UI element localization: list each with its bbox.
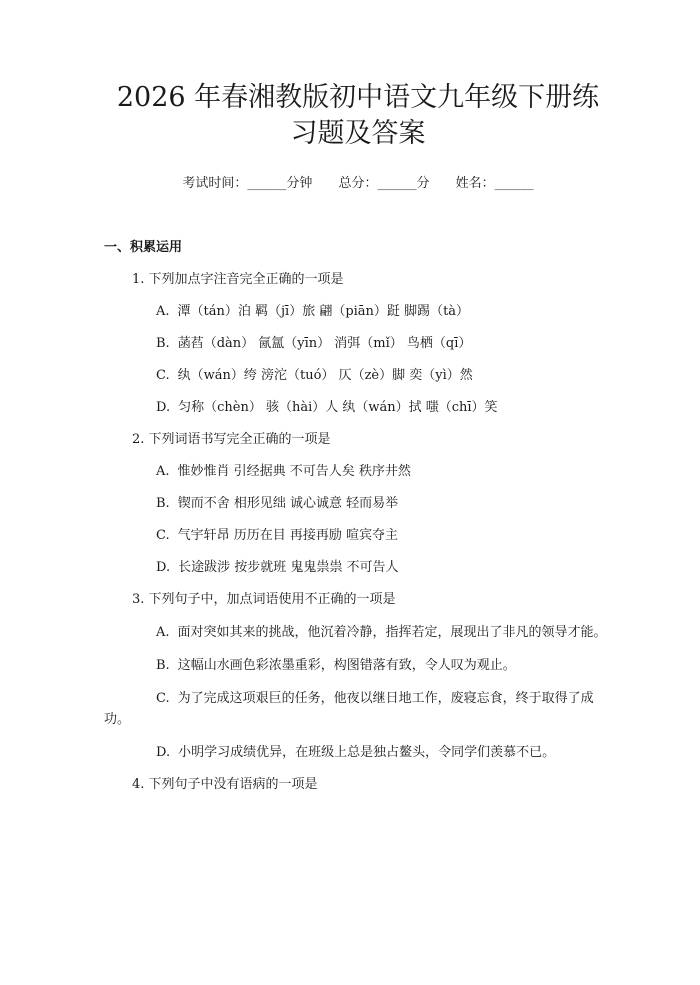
exam-page xyxy=(0,80,700,985)
option-text: 长途跋涉 按步就班 鬼鬼祟祟 不可告人 xyxy=(178,560,399,575)
q1-option-d xyxy=(104,398,612,418)
question-2: 2. 下列词语书写完全正确的一项是 xyxy=(132,432,331,447)
page-title: 2026 年春湘教版初中语文九年级下册练习题及答案 xyxy=(116,82,600,149)
option-text: 潭（tán）泊 羁（jī）旅 翩（piān）跹 脚踢（tà） xyxy=(177,304,470,319)
option-text: 小明学习成绩优异，在班级上总是独占鳌头，令同学们羡慕不已。 xyxy=(178,745,556,760)
student-name: 姓名：______ xyxy=(455,176,534,191)
q1-option-c xyxy=(104,366,612,386)
option-letter: C. xyxy=(156,528,170,543)
question-4: 4. 下列句子中没有语病的一项是 xyxy=(132,777,318,792)
q3-option-b xyxy=(104,655,612,676)
q3-option-c xyxy=(104,688,612,730)
option-letter: A. xyxy=(156,304,170,319)
q2-option-d xyxy=(104,558,612,578)
q3-option-a xyxy=(104,622,612,643)
option-text: 惟妙惟肖 引经据典 不可告人矣 秩序井然 xyxy=(177,464,411,479)
question-3: 3. 下列句子中，加点词语使用不正确的一项是 xyxy=(132,592,396,607)
q3-option-d xyxy=(104,742,612,763)
option-letter: C. xyxy=(156,691,170,706)
option-text: 气宇轩昂 历历在目 再接再励 喧宾夺主 xyxy=(177,528,399,543)
question-1: 1. 下列加点字注音完全正确的一项是 xyxy=(132,272,344,287)
section-title: 一、积累运用 xyxy=(104,240,183,255)
total-score: 总分：______分 xyxy=(338,176,430,191)
option-text: 面对突如其来的挑战，他沉着冷静，指挥若定，展现出了非凡的领导才能。 xyxy=(177,625,607,640)
option-letter: B. xyxy=(156,496,170,511)
option-letter: B. xyxy=(156,658,170,673)
option-letter: D. xyxy=(156,560,171,575)
exam-time: 考试时间：______分钟 xyxy=(182,176,313,191)
q2-option-b xyxy=(104,494,612,514)
option-text: 菡萏（dàn） 氤氲（yīn） 消弭（mǐ） 鸟栖（qī） xyxy=(177,336,472,351)
option-letter: A. xyxy=(156,464,170,479)
option-letter: D. xyxy=(156,400,171,415)
option-text: 匀称（chèn） 骇（hài）人 纨（wán）拭 嗤（chī）笑 xyxy=(178,400,498,415)
option-text: 这幅山水画色彩浓墨重彩，构图错落有致，令人叹为观止。 xyxy=(177,658,516,673)
q1-option-b xyxy=(104,334,612,354)
option-letter: A. xyxy=(156,625,170,640)
option-letter: B. xyxy=(156,336,170,351)
option-text: 为了完成这项艰巨的任务，他夜以继日地工作，废寝忘食，终于取得了成功。 xyxy=(104,691,594,727)
q2-option-c xyxy=(104,526,612,546)
exam-meta xyxy=(104,174,612,194)
option-text: 锲而不舍 相形见绌 诚心诚意 轻而易举 xyxy=(177,496,399,511)
q2-option-a xyxy=(104,462,612,482)
option-text: 纨（wán）绔 滂沱（tuó） 仄（zè）脚 奕（yì）然 xyxy=(177,368,473,383)
q1-option-a xyxy=(104,302,612,322)
option-letter: C. xyxy=(156,368,170,383)
option-letter: D. xyxy=(156,745,171,760)
